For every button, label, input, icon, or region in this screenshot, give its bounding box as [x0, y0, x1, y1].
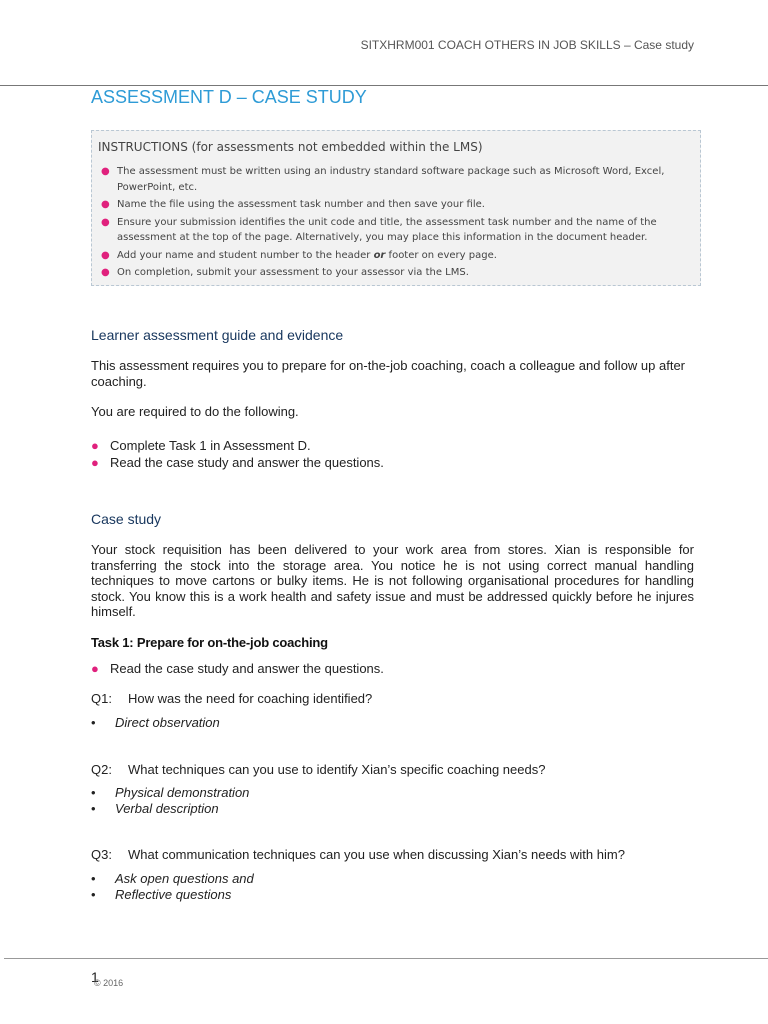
answer-item: • Verbal description — [91, 801, 219, 816]
instructions-list — [98, 164, 691, 281]
guide-paragraph: This assessment requires you to prepare for on-the-job coaching, coach a colleague and follow up after coaching. — [91, 358, 686, 389]
page-title: ASSESSMENT D – CASE STUDY — [91, 87, 367, 107]
bullet-icon: ● — [91, 438, 99, 453]
bullet-icon: • — [91, 801, 96, 816]
emphasis-or: or — [373, 249, 386, 261]
bullet-icon: • — [91, 785, 96, 800]
question-q1 — [91, 691, 694, 706]
answer-item: • Direct observation — [91, 715, 220, 730]
case-study-heading: Case study — [91, 511, 162, 527]
instructions-box — [91, 130, 701, 286]
page-number: 1 — [91, 969, 99, 985]
bullet-icon: • — [91, 871, 96, 886]
list-item: ● Read the case study and answer the questions. — [91, 455, 384, 470]
bullet-icon: ● — [101, 199, 110, 210]
question-text: What techniques can you use to identify Xian’s specific coaching needs? — [128, 762, 546, 777]
list-item: ● Read the case study and answer the questions. — [91, 661, 384, 676]
answer-item: • Reflective questions — [91, 887, 232, 902]
question-number: Q3: — [91, 847, 112, 862]
guide-heading: Learner assessment guide and evidence — [91, 327, 344, 343]
instruction-item: ● Name the file using the assessment task number and then save your file. — [98, 197, 691, 213]
answer-item: • Physical demonstration — [91, 785, 250, 800]
bullet-icon: ● — [101, 267, 110, 278]
bullet-icon: ● — [91, 455, 99, 470]
instruction-item: ● On completion, submit your assessment to your assessor via the LMS. — [98, 265, 691, 281]
answer-item: • Ask open questions and — [91, 871, 254, 886]
bullet-icon: ● — [101, 249, 110, 261]
footer-divider — [4, 958, 768, 959]
instruction-item: ● Ensure your submission identifies the unit code and title, the assessment task number and the name of the assessment at the top of the page. Alternatively, you may place this information in the document header. — [101, 216, 657, 243]
bullet-icon: ● — [91, 661, 99, 676]
question-number: Q2: — [91, 762, 112, 777]
guide-list — [91, 437, 694, 471]
instruction-item: ● The assessment must be written using an industry standard software package such as Microsoft Word, Excel, PowerPoint, etc. — [101, 166, 665, 193]
list-item: ● Complete Task 1 in Assessment D. — [91, 438, 311, 453]
running-header: SITXHRM001 COACH OTHERS IN JOB SKILLS – Case study — [360, 38, 694, 52]
task1-list — [91, 660, 694, 677]
answer-list-q1 — [91, 715, 220, 731]
instructions-heading: INSTRUCTIONS (for assessments not embedded within the LMS) — [98, 140, 483, 154]
guide-paragraph-2: You are required to do the following. — [91, 404, 299, 419]
task1-heading: Task 1: Prepare for on-the-job coaching — [91, 635, 328, 650]
bullet-icon: ● — [101, 216, 110, 228]
question-number: Q1: — [91, 691, 112, 706]
header-divider — [0, 85, 768, 86]
answer-list-q2 — [91, 785, 249, 817]
answer-list-q3 — [91, 871, 254, 903]
bullet-icon: • — [91, 887, 96, 902]
question-text: What communication techniques can you use when discussing Xian’s needs with him? — [128, 847, 625, 862]
bullet-icon: ● — [101, 166, 110, 177]
question-q2 — [91, 762, 694, 777]
bullet-icon: • — [91, 715, 96, 730]
footer-copyright: © 2016 — [94, 978, 124, 988]
case-study-paragraph: Your stock requisition has been delivered to your work area from stores. Xian is responsible for transferring the stock into the storage area. You notice he is not using correct manual handling techniques to move cartons or bulky items. He is not following organisational procedures for handling stock. You know this is a work health and safety issue and must be addressed quickly before he injures himself. — [91, 542, 694, 619]
instruction-item: ● Add your name and student number to the header or footer on every page. — [98, 248, 691, 264]
question-text: How was the need for coaching identified? — [128, 691, 373, 706]
question-q3 — [91, 847, 694, 862]
